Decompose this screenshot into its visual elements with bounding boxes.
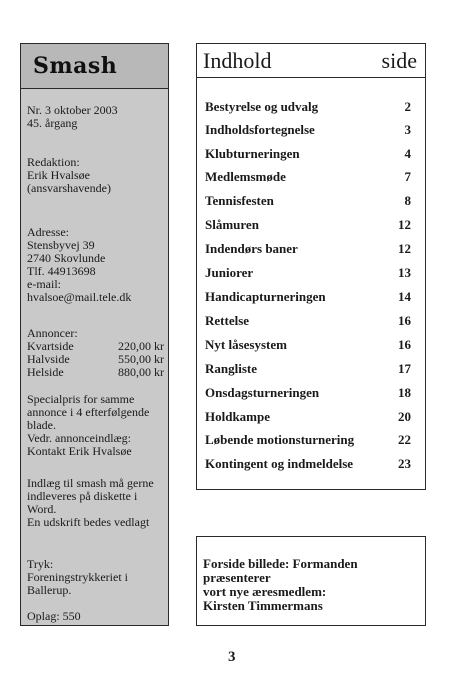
toc-item-page: 20 [398, 409, 411, 424]
print-info [27, 558, 164, 597]
submission-line: indleveres på diskette i [27, 489, 138, 503]
special-line: annonce i 4 efterfølgende [27, 405, 150, 419]
toc-item-title: Juniorer [205, 265, 254, 280]
toc-item-page: 4 [404, 146, 411, 161]
toc-item[interactable] [205, 456, 411, 476]
submission-info [27, 477, 164, 529]
submission-line: En udskrift bedes vedlagt [27, 515, 150, 529]
toc-item[interactable] [205, 193, 411, 213]
email-address: hvalsoe@mail.tele.dk [27, 290, 132, 304]
toc-item-title: Medlemsmøde [205, 169, 286, 184]
email-label: e-mail: [27, 277, 61, 291]
editorial-label: Redaktion: [27, 155, 80, 169]
address-city: 2740 Skovlunde [27, 251, 106, 265]
ad-price: 550,00 kr [118, 352, 164, 366]
circulation-info [27, 610, 164, 623]
toc-item-title: Indendørs baner [205, 241, 298, 256]
address-street: Stensbyvej 39 [27, 238, 95, 252]
address-info [27, 226, 164, 304]
toc-item-title: Rettelse [205, 313, 250, 328]
masthead-panel [20, 43, 169, 626]
toc-item-page: 23 [398, 456, 411, 471]
toc-item-page: 16 [398, 337, 411, 352]
toc-item-title: Bestyrelse og udvalg [205, 99, 319, 114]
toc-item-page: 16 [398, 313, 411, 328]
toc-item-title: Holdkampe [205, 409, 271, 424]
special-line: Vedr. annonceindlæg: [27, 431, 131, 445]
toc-title: Indhold [203, 48, 272, 73]
issue-info [27, 104, 164, 130]
toc-item-title: Indholdsfortegnelse [205, 122, 315, 137]
ad-price: 880,00 kr [118, 365, 164, 379]
page-number: 3 [228, 649, 236, 665]
ads-info [27, 327, 164, 379]
toc-item[interactable] [205, 122, 411, 142]
ad-price-row [27, 366, 164, 379]
special-line: Kontakt Erik Hvalsøe [27, 444, 132, 458]
ad-label: Kvartside [27, 339, 74, 353]
toc-item[interactable] [205, 99, 411, 119]
editor-name: Erik Hvalsøe [27, 168, 90, 182]
toc-item-title: Tennisfesten [205, 193, 274, 208]
submission-line: Indlæg til smash må gerne [27, 476, 154, 490]
toc-item[interactable] [205, 385, 411, 405]
circulation: Oplag: 550 [27, 609, 81, 623]
table-of-contents [196, 43, 426, 490]
caption-line: vort nye æresmedlem: [203, 584, 327, 599]
toc-header [197, 44, 425, 78]
editorial-info [27, 156, 164, 195]
toc-item[interactable] [205, 265, 411, 285]
toc-item-page: 13 [398, 265, 411, 280]
toc-item-page: 7 [404, 169, 411, 184]
toc-item-page: 17 [398, 361, 411, 376]
toc-item-title: Rangliste [205, 361, 257, 376]
toc-page-heading: side [381, 48, 417, 73]
toc-item-page: 22 [398, 432, 411, 447]
cover-caption [203, 557, 421, 613]
toc-item-title: Handicapturneringen [205, 289, 326, 304]
toc-item[interactable] [205, 146, 411, 166]
caption-line: Kirsten Timmermans [203, 598, 323, 613]
toc-item[interactable] [205, 217, 411, 237]
editor-role: (ansvarshavende) [27, 181, 111, 195]
ads-title: Annoncer: [27, 326, 78, 340]
toc-item-title: Klubturneringen [205, 146, 300, 161]
toc-item-title: Onsdagsturneringen [205, 385, 320, 400]
print-line: Foreningstrykkeriet i [27, 570, 128, 584]
ad-label: Helside [27, 365, 64, 379]
toc-item[interactable] [205, 361, 411, 381]
toc-item[interactable] [205, 432, 411, 452]
special-offer [27, 393, 164, 458]
toc-item-page: 8 [404, 193, 411, 208]
issue-year: 45. årgang [27, 116, 78, 130]
toc-item[interactable] [205, 169, 411, 189]
masthead-title-band [21, 44, 168, 89]
toc-item-page: 3 [404, 122, 411, 137]
issue-number: Nr. 3 oktober 2003 [27, 103, 118, 117]
toc-item[interactable] [205, 409, 411, 429]
toc-item-title: Nyt låsesystem [205, 337, 287, 352]
ad-price: 220,00 kr [118, 339, 164, 353]
address-phone: Tlf. 44913698 [27, 264, 96, 278]
toc-item[interactable] [205, 337, 411, 357]
special-line: blade. [27, 418, 56, 432]
toc-item-page: 2 [404, 99, 411, 114]
ad-label: Halvside [27, 352, 70, 366]
print-line: Tryk: [27, 557, 54, 571]
print-line: Ballerup. [27, 583, 72, 597]
submission-line: Word. [27, 502, 57, 516]
smash-logo: Smash [33, 53, 118, 79]
toc-item[interactable] [205, 313, 411, 333]
toc-item-title: Kontingent og indmeldelse [205, 456, 354, 471]
toc-item-title: Slåmuren [205, 217, 259, 232]
toc-item[interactable] [205, 241, 411, 261]
toc-item-page: 12 [398, 241, 411, 256]
special-line: Specialpris for samme [27, 392, 135, 406]
address-label: Adresse: [27, 225, 69, 239]
toc-item-page: 14 [398, 289, 411, 304]
toc-item-page: 12 [398, 217, 411, 232]
caption-line: Forside billede: Formanden præsenterer [203, 556, 358, 585]
cover-caption-box [196, 536, 426, 626]
toc-item[interactable] [205, 289, 411, 309]
toc-item-page: 18 [398, 385, 411, 400]
toc-item-title: Løbende motionsturnering [205, 432, 355, 447]
